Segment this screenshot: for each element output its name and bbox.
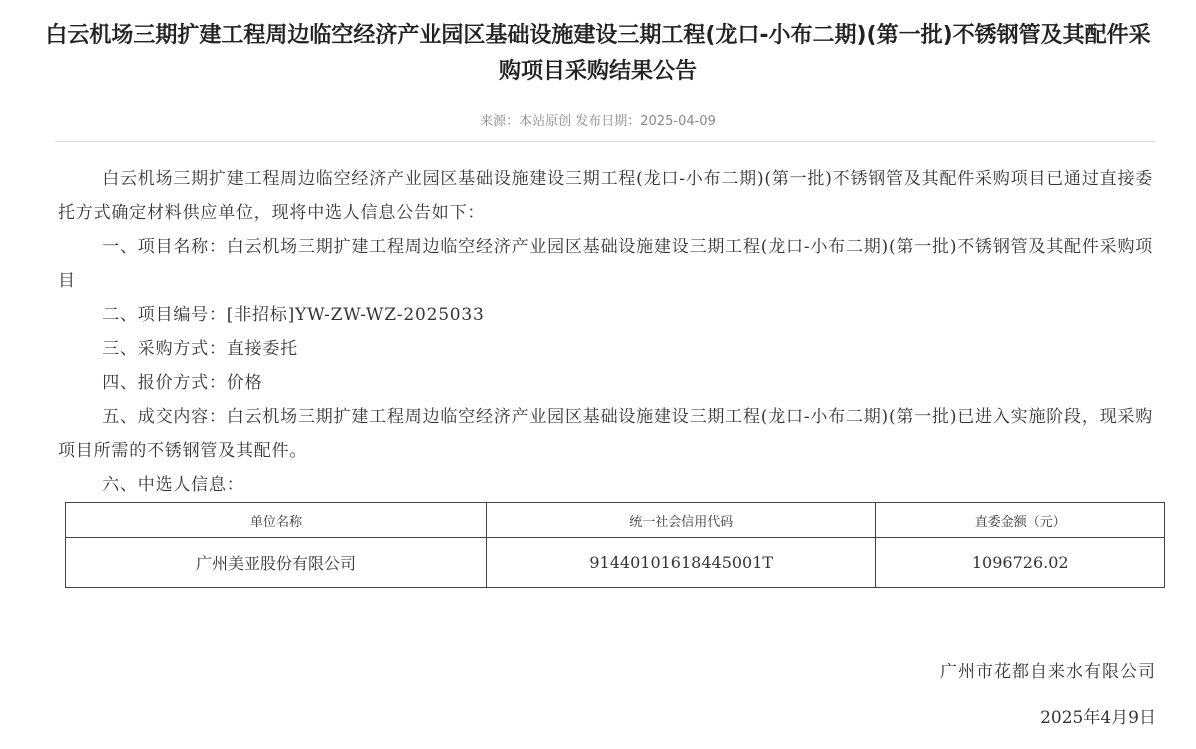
- procurement-method-paragraph: 三、采购方式：直接委托: [102, 339, 298, 359]
- title-divider: [55, 141, 1155, 142]
- project-name-paragraph: 一、项目名称：白云机场三期扩建工程周边临空经济产业园区基础设施建设三期工程(龙口-小布二期)(第一批)不锈钢管及其配件采购项目: [58, 237, 1154, 291]
- column-header-credit-code: 统一社会信用代码: [486, 503, 875, 538]
- project-number-paragraph: 二、项目编号：[非招标]YW-ZW-WZ-2025033: [102, 305, 485, 325]
- deal-content-paragraph: 五、成交内容：白云机场三期扩建工程周边临空经济产业园区基础设施建设三期工程(龙口-小布二期)(第一批)已进入实施阶段，现采购项目所需的不锈钢管及其配件。: [58, 407, 1154, 461]
- intro-paragraph: 白云机场三期扩建工程周边临空经济产业园区基础设施建设三期工程(龙口-小布二期)(第一批)不锈钢管及其配件采购项目已通过直接委托方式确定材料供应单位，现将中选人信息公告如下：: [58, 169, 1154, 223]
- article-body: [58, 162, 1158, 502]
- winner-table: [65, 502, 1165, 588]
- winner-info-heading: 六、中选人信息：: [102, 475, 245, 495]
- cell-credit-code: 91440101618445001T: [486, 538, 875, 588]
- signature-date: 2025年4月9日: [1040, 708, 1156, 728]
- cell-amount: 1096726.02: [876, 538, 1165, 588]
- table-header-row: [66, 503, 1165, 538]
- column-header-company: 单位名称: [66, 503, 487, 538]
- column-header-amount: 直委金额（元）: [876, 503, 1165, 538]
- article-title: 白云机场三期扩建工程周边临空经济产业园区基础设施建设三期工程(龙口-小布二期)(第一批)不锈钢管及其配件采购项目采购结果公告: [45, 23, 1151, 84]
- table-row: [66, 538, 1165, 588]
- signature-org: 广州市花都自来水有限公司: [940, 662, 1156, 682]
- article-meta: 来源：本站原创 发布日期：2025-04-09: [480, 114, 716, 129]
- quotation-method-paragraph: 四、报价方式：价格: [102, 373, 263, 393]
- cell-company: 广州美亚股份有限公司: [66, 538, 487, 588]
